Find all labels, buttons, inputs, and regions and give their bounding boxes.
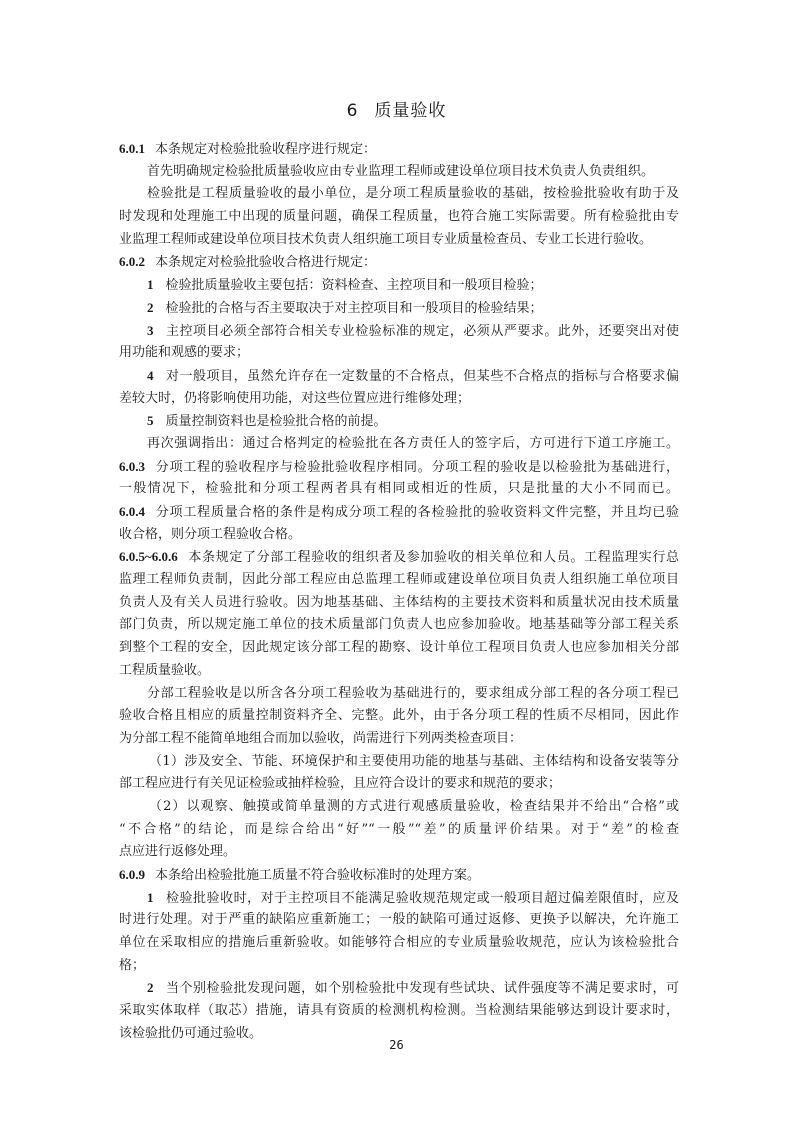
text-line <box>119 705 679 728</box>
line-text: 本条给出检验批施工质量不符合验收标准时的处理方案。 <box>155 868 481 883</box>
line-text: 收合格，则分项工程验收合格。 <box>119 526 302 542</box>
text-line <box>119 932 679 955</box>
text-line <box>119 138 679 161</box>
line-text: 检验批验收时，对于主控项目不能满足验收规范规定或一般项目超过偏差限值时，应及 <box>165 890 679 906</box>
text-line <box>119 388 679 411</box>
text-line <box>119 841 679 864</box>
text-line <box>119 410 679 433</box>
item-number: 2 <box>147 980 154 996</box>
body-text <box>119 138 679 1046</box>
text-line <box>119 909 679 932</box>
line-text: 对一般项目，虽然允许存在一定数量的不合格点，但某些不合格点的指标与合格要求偏 <box>165 368 679 384</box>
line-text: 时进行处理。对于严重的缺陷应重新施工；一般的缺陷可通过返修、更换予以解决，允许施工 <box>119 912 679 928</box>
clause-number: 6.0.4 <box>119 504 145 519</box>
clause-number: 6.0.3 <box>119 458 145 474</box>
text-line <box>119 478 679 501</box>
item-number: 1 <box>147 889 154 905</box>
text-line <box>119 955 679 978</box>
section-number: 6 <box>346 101 359 121</box>
text-line <box>119 251 679 274</box>
page-number: 26 <box>389 1038 404 1052</box>
line-text: 分项工程质量合格的条件是构成分项工程的各检验批的验收资料文件完整，并且均已验 <box>155 505 679 520</box>
clause-number: 6.0.2 <box>119 254 145 270</box>
line-text: 工程质量验收。 <box>119 662 211 678</box>
text-line <box>119 456 679 479</box>
line-text: （2）以观察、触摸或简单量测的方式进行观感质量验收，检查结果并不给出“合格”或 <box>149 798 679 814</box>
line-text: 业监理工程师或建设单位项目技术负责人组织施工项目专业质量检查员、专业工长进行验收。 <box>119 231 653 247</box>
line-text: 主控项目必须全部符合相关专业检验标准的规定，必须从严要求。此外，还要突出对使 <box>165 323 679 339</box>
text-line <box>119 274 679 297</box>
line-text: 部工程应进行有关见证检验或抽样检验，且应符合设计的要求和规范的要求； <box>119 776 562 792</box>
line-text: 为分部工程不能简单地组合而加以验收，尚需进行下列两类检查项目： <box>119 730 523 746</box>
text-line <box>119 977 679 1000</box>
line-text: 负责人及有关人员进行验收。因为地基基础、主体结构的主要技术资料和质量状况由技术质量 <box>119 594 679 610</box>
item-number: 1 <box>147 277 154 293</box>
line-text: 验收合格且相应的质量控制资料齐全、完整。此外，由于各分项工程的性质不尽相同，因此作 <box>119 708 679 724</box>
line-text: 差较大时，仍将影响使用功能，对这些位置应进行维修处理； <box>119 390 471 406</box>
line-text: 检验批的合格与否主要取决于对主控项目和一般项目的检验结果； <box>165 300 543 316</box>
text-line <box>119 501 679 524</box>
text-line <box>119 183 679 206</box>
line-text: 本条规定了分部工程验收的组织者及参加验收的相关单位和人员。工程监理实行总 <box>187 550 679 566</box>
line-text: 再次强调指出：通过合格判定的检验批在各方责任人的签字后，方可进行下道工序施工。 <box>147 435 679 451</box>
text-line <box>119 433 679 456</box>
text-line <box>119 683 679 706</box>
text-line <box>119 320 679 343</box>
text-line <box>119 614 679 637</box>
line-text: 采取实体取样（取芯）措施，请具有资质的检测机构检测。当检测结果能够达到设计要求时， <box>119 1003 679 1019</box>
text-line <box>119 773 679 796</box>
text-line <box>119 751 679 774</box>
line-text: 本条规定对检验批验收合格进行规定： <box>155 255 377 271</box>
item-number: 2 <box>147 299 154 315</box>
line-text: 监理工程师负责制，因此分部工程应由总监理工程师或建设单位项目负责人组织施工单位项目 <box>119 572 679 588</box>
text-line <box>119 161 679 184</box>
clause-number: 6.0.1 <box>119 141 145 156</box>
line-text: 该检验批仍可通过验收。 <box>119 1025 263 1041</box>
item-number: 4 <box>147 367 154 383</box>
text-line <box>119 592 679 615</box>
line-text: 一般情况下，检验批和分项工程两者具有相同或相近的性质，只是批量的大小不同而已。 <box>119 481 679 497</box>
line-text: 部门负责，所以规定施工单位的技术质量部门负责人也应参加验收。地基基础等分部工程关系 <box>119 617 679 633</box>
line-text: 到整个工程的安全，因此规定该分部工程的勘察、设计单位工程项目负责人也应参加相关分部 <box>119 640 679 656</box>
line-text: 单位在采取相应的措施后重新验收。如能够符合相应的专业质量验收规范，应认为该检验批合 <box>119 935 679 951</box>
line-text: 格； <box>119 957 146 973</box>
text-line <box>119 569 679 592</box>
text-line <box>119 660 679 683</box>
line-text: 检验批是工程质量验收的最小单位，是分项工程质量验收的基础，按检验批验收有助于及 <box>147 186 679 202</box>
text-line <box>119 819 679 842</box>
line-text: 当个别检验批发现问题，如个别检验批中发现有些试块、试件强度等不满足要求时，可 <box>165 981 679 997</box>
item-number: 3 <box>147 322 154 338</box>
text-line <box>119 546 679 569</box>
clause-number: 6.0.5~6.0.6 <box>119 549 178 565</box>
text-line <box>119 1000 679 1023</box>
text-line <box>119 365 679 388</box>
line-text: 质量控制资料也是检验批合格的前提。 <box>165 414 387 430</box>
text-line <box>119 887 679 910</box>
text-line <box>119 637 679 660</box>
section-title: 质量验收 <box>374 101 447 121</box>
line-text: （1）涉及安全、节能、环境保护和主要使用功能的地基与基础、主体结构和设备安装等分 <box>149 753 679 769</box>
line-text: 分项工程的验收程序与检验批验收程序相同。分项工程的验收是以检验批为基础进行， <box>155 459 679 475</box>
line-text: 检验批质量验收主要包括：资料检查、主控项目和一般项目检验； <box>165 278 543 294</box>
section-heading <box>0 96 793 121</box>
text-line <box>119 728 679 751</box>
line-text: 本条规定对检验批验收程序进行规定： <box>155 142 377 157</box>
text-line <box>119 796 679 819</box>
line-text: 点应进行返修处理。 <box>119 844 237 860</box>
line-text: “不合格”的结论，而是综合给出“好”“一般”“差”的质量评价结果。对于“差”的检查 <box>119 821 679 837</box>
text-line <box>119 297 679 320</box>
text-line <box>119 864 679 887</box>
text-line <box>119 229 679 252</box>
item-number: 5 <box>147 413 154 429</box>
line-text: 首先明确规定检验批质量验收应由专业监理工程师或建设单位项目技术负责人负责组织。 <box>147 163 655 179</box>
line-text: 分部工程验收是以所含各分项工程验收为基础进行的，要求组成分部工程的各分项工程已 <box>147 685 679 701</box>
line-text: 用功能和观感的要求； <box>119 345 250 361</box>
text-line <box>119 342 679 365</box>
text-line <box>119 206 679 229</box>
text-line <box>119 524 679 547</box>
clause-number: 6.0.9 <box>119 867 145 882</box>
line-text: 时发现和处理施工中出现的质量问题，确保工程质量，也符合施工实际需要。所有检验批由专 <box>119 209 679 225</box>
